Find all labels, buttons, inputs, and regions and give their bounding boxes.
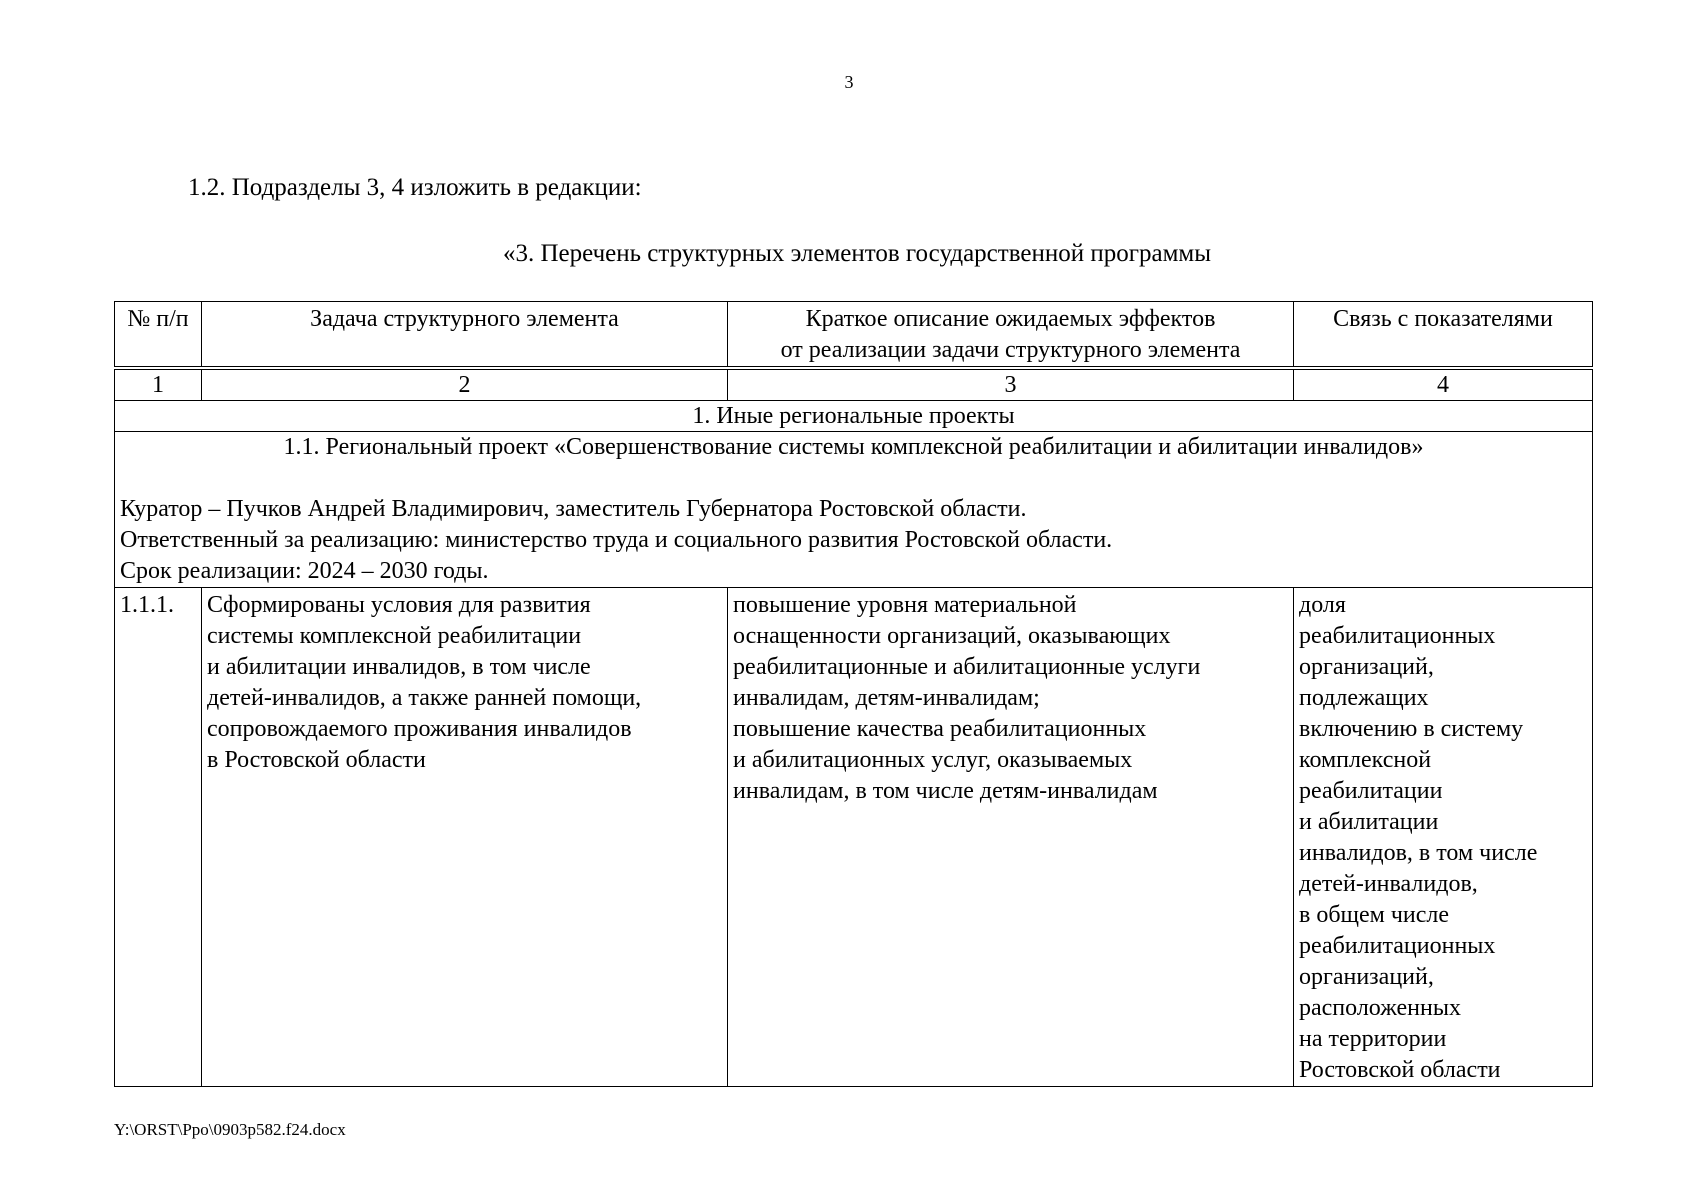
column-number-row <box>115 368 1593 401</box>
table-row <box>115 588 1593 1087</box>
header-number: № п/п <box>115 302 202 369</box>
footer-file-path: Y:\ORST\Ppo\0903p582.f24.docx <box>114 1120 346 1139</box>
column-number-1: 1 <box>115 368 202 401</box>
intro-paragraph: 1.2. Подразделы 3, 4 изложить в редакции: <box>188 174 642 201</box>
column-number-4: 4 <box>1294 368 1593 401</box>
project-term: Срок реализации: 2024 – 2030 годы. <box>120 558 489 584</box>
section-title: «3. Перечень структурных элементов государственной программы <box>502 240 1212 267</box>
row-task: Сформированы условия для развития системы комплексной реабилитации и абилитации инвалидов, в том числе детей-инвалидов, а также ранней помощи, сопровождаемого проживания инвалидов в Ростовской области <box>202 588 728 1087</box>
project-title: 1.1. Региональный проект «Совершенствование системы комплексной реабилитации и абилитации инвалидов» <box>283 434 1424 460</box>
project-row <box>115 432 1593 588</box>
project-responsible: Ответственный за реализацию: министерство труда и социального развития Ростовской области. <box>120 527 1113 553</box>
project-cell <box>115 432 1593 588</box>
row-indicators: доля реабилитационных организаций, подлежащих включению в систему комплексной реабилитации и абилитации инвалидов, в том числе детей-инвалидов, в общем числе реабилитационных организаций, расположенных на территории Ростовской области <box>1294 588 1593 1087</box>
project-curator: Куратор – Пучков Андрей Владимирович, заместитель Губернатора Ростовской области. <box>120 496 1027 522</box>
group-row <box>115 401 1593 432</box>
table-header-row <box>115 302 1593 369</box>
column-number-3: 3 <box>728 368 1294 401</box>
row-effects: повышение уровня материальной оснащенности организаций, оказывающих реабилитационные и абилитационные услуги инвалидам, детям-инвалидам; повышение качества реабилитационных и абилитационных услуг, оказываемых инвалидам, в том числе детям-инвалидам <box>728 588 1294 1087</box>
header-indicators: Связь с показателями <box>1294 302 1593 369</box>
structural-elements-table <box>114 301 1593 1087</box>
blank-line <box>120 463 1587 494</box>
header-task: Задача структурного элемента <box>202 302 728 369</box>
header-effects: Краткое описание ожидаемых эффектов от реализации задачи структурного элемента <box>728 302 1294 369</box>
group-title: 1. Иные региональные проекты <box>115 401 1593 432</box>
page-number: 3 <box>844 72 854 92</box>
column-number-2: 2 <box>202 368 728 401</box>
row-number: 1.1.1. <box>115 588 202 1087</box>
